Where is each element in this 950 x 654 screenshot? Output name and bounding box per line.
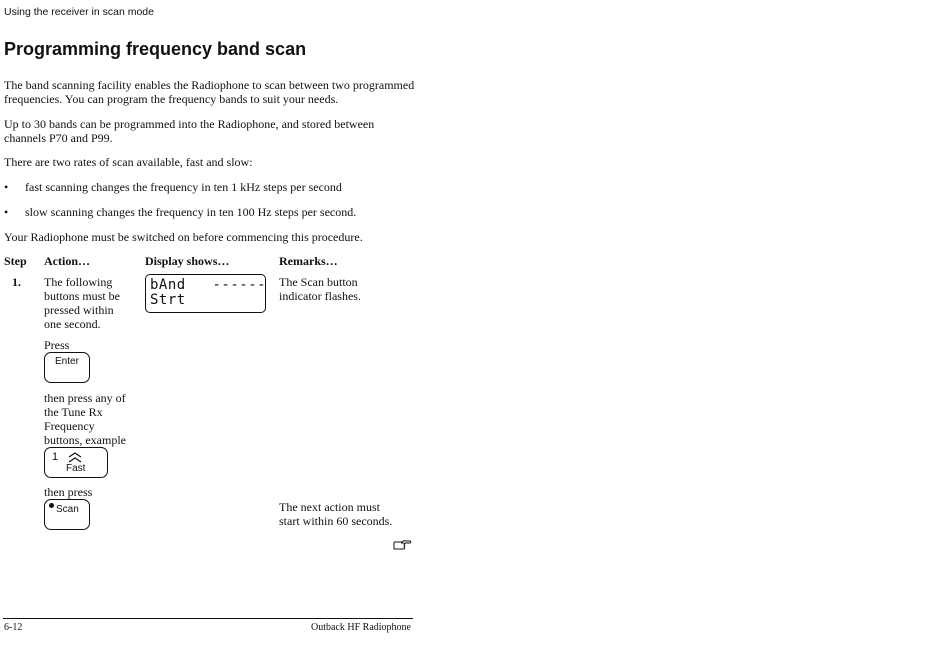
tune-fast-key [44,447,108,478]
header-action: Action… [44,254,90,268]
bullet-slow-scan: slow scanning changes the frequency in ten 100 Hz steps per second. [25,205,357,219]
then-press-tune-instruction: then press any of the Tune Rx Frequency buttons, example [44,391,126,447]
pointing-hand-icon [393,538,412,551]
footer-rule [3,618,413,619]
enter-key [44,352,90,383]
remark-next-action: The next action must start within 60 seconds. [279,500,393,528]
tune-key-number: 1 [52,451,59,463]
press-label: Press [44,338,70,352]
lcd-display [145,274,266,313]
bullet-marker: • [4,205,9,219]
header-display: Display shows… [145,254,230,268]
step-number: 1. [12,275,21,289]
remark-scan-indicator: The Scan button indicator flashes. [279,275,361,303]
action-intro: The following buttons must be pressed within one second. [44,275,121,331]
header-remarks: Remarks… [279,254,338,268]
double-chevron-up-icon [67,452,83,463]
then-press-label: then press [44,485,93,499]
bullet-fast-scan: fast scanning changes the frequency in ten 1 kHz steps per second [25,180,342,194]
closing-paragraph: Your Radiophone must be switched on before commencing this procedure. [4,230,363,244]
page-number: 6-12 [4,622,23,633]
capacity-paragraph: Up to 30 bands can be programmed into the Radiophone, and stored between channels P70 and P99. [4,117,375,145]
lcd-line-1: bAnd ------ [150,277,267,293]
scan-key-label: Scan [56,504,79,515]
running-header: Using the receiver in scan mode [4,6,154,18]
indicator-dot-icon [49,503,54,508]
page-title: Programming frequency band scan [4,39,307,59]
header-step: Step [4,254,27,268]
enter-key-label: Enter [55,356,79,367]
footer-product-name: Outback HF Radiophone [311,622,411,633]
tune-key-label: Fast [66,463,86,474]
bullet-marker: • [4,180,9,194]
intro-paragraph: The band scanning facility enables the Radiophone to scan between two programmed frequencies. You can program the frequency bands to suit your needs. [4,78,415,106]
rates-paragraph: There are two rates of scan available, fast and slow: [4,155,253,169]
lcd-line-2: Strt [150,292,186,308]
scan-key [44,499,90,530]
